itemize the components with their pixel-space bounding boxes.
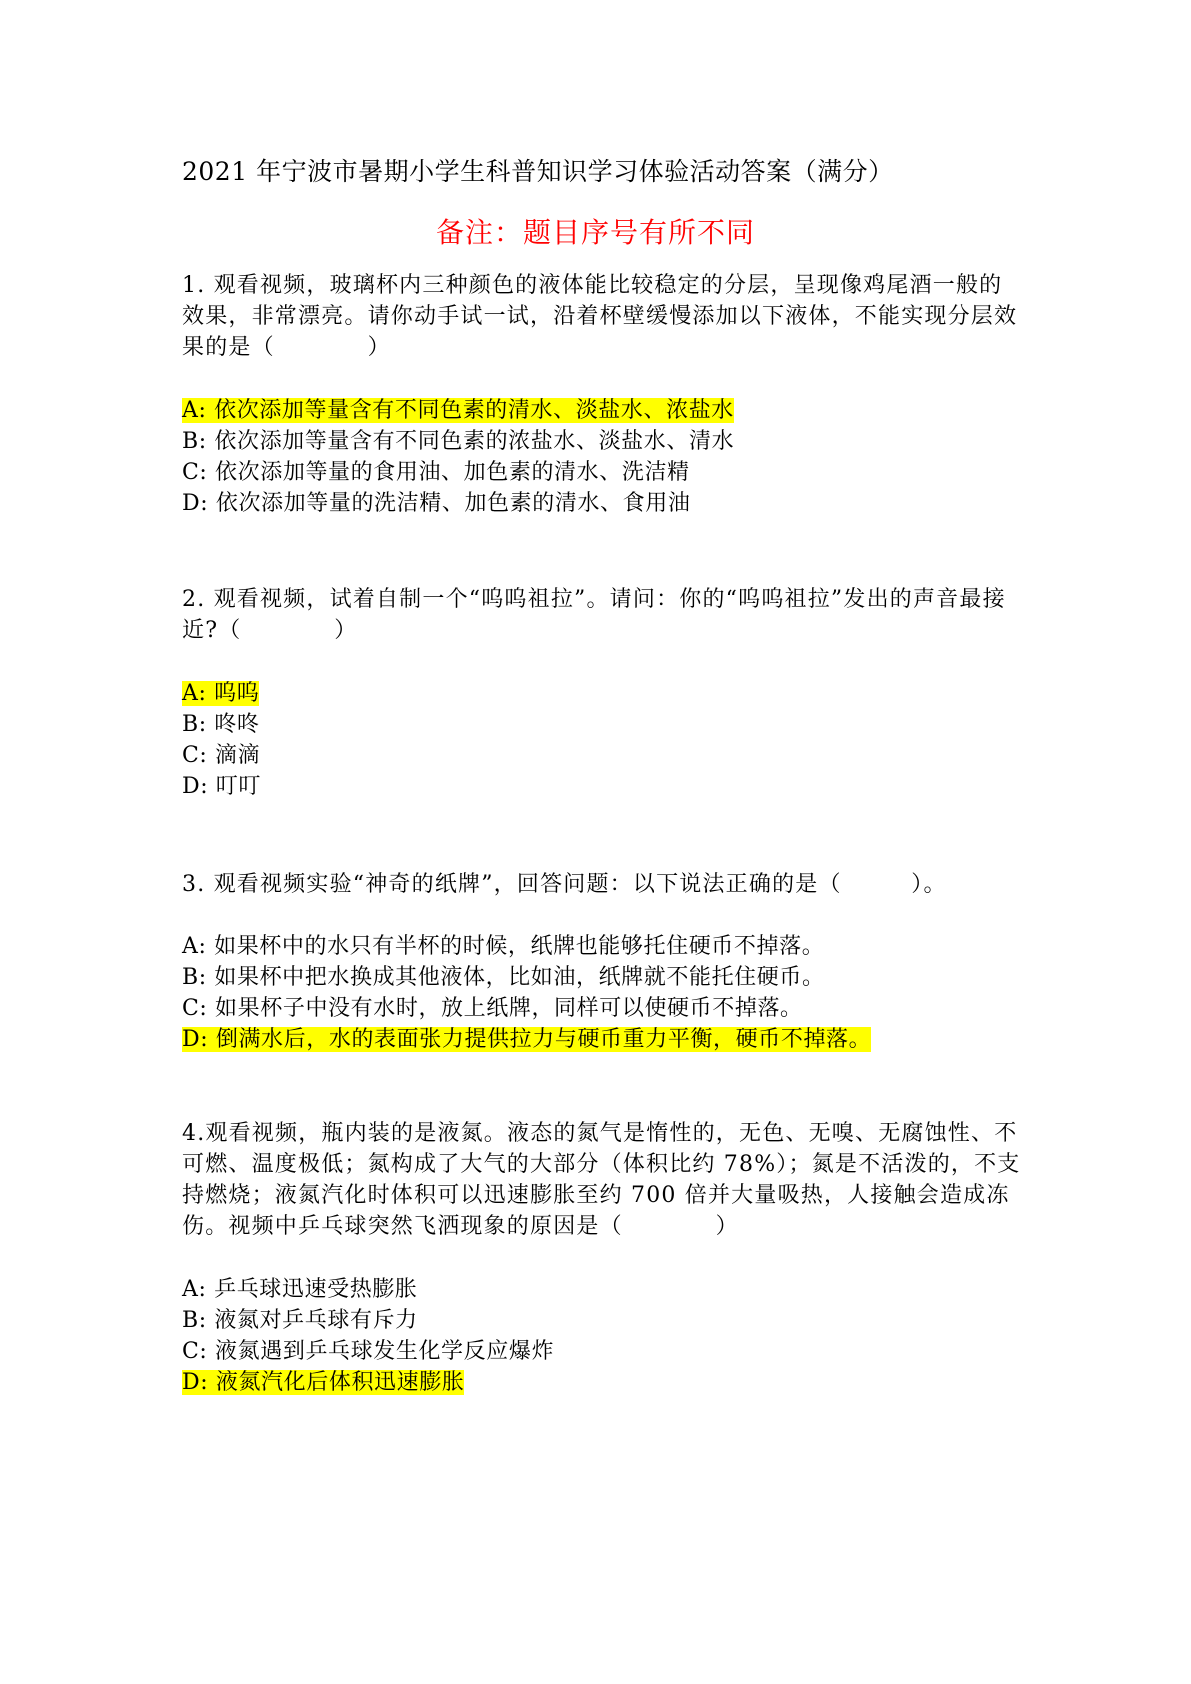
option-text: 乒乓球迅速受热膨胀 xyxy=(214,1277,418,1302)
option-label: D: xyxy=(182,1027,216,1052)
option-text: 呜呜 xyxy=(214,681,260,706)
option-text: 如果杯中的水只有半杯的时候，纸牌也能够托住硬币不掉落。 xyxy=(214,934,825,959)
option-a xyxy=(182,931,1022,962)
option-a xyxy=(182,678,1022,709)
question-1 xyxy=(182,270,1022,519)
option-d xyxy=(182,1024,1022,1055)
option-label: B: xyxy=(182,1308,215,1333)
option-label: C: xyxy=(182,460,216,485)
option-d xyxy=(182,488,1022,519)
option-b xyxy=(182,426,1022,457)
option-label: D: xyxy=(182,491,216,516)
question-4 xyxy=(182,1118,1022,1398)
option-a xyxy=(182,395,1022,426)
option-text: 倒满水后，水的表面张力提供拉力与硬币重力平衡，硬币不掉落。 xyxy=(215,1027,872,1052)
option-label: B: xyxy=(182,429,215,454)
option-c xyxy=(182,993,1022,1024)
option-b xyxy=(182,962,1022,993)
answer-highlight xyxy=(182,1027,871,1052)
option-a xyxy=(182,1274,1022,1305)
option-list xyxy=(182,931,1022,1055)
option-list xyxy=(182,678,1022,802)
question-text: 1. 观看视频，玻璃杯内三种颜色的液体能比较稳定的分层，呈现像鸡尾酒一般的效果，非常漂亮。请你动手试一试，沿着杯壁缓慢添加以下液体，不能实现分层效果的是（ ） xyxy=(182,273,1018,360)
option-text: 液氮汽化后体积迅速膨胀 xyxy=(215,1370,465,1395)
option-text: 叮叮 xyxy=(215,774,262,799)
document-note: 备注：题目序号有所不同 xyxy=(435,216,755,249)
option-b xyxy=(182,1305,1022,1336)
question-text: 3. 观看视频实验“神奇的纸牌”，回答问题：以下说法正确的是（ ）。 xyxy=(182,872,947,897)
option-label: A: xyxy=(182,934,215,959)
option-text: 依次添加等量的食用油、加色素的清水、洗洁精 xyxy=(215,460,690,485)
option-label: C: xyxy=(182,996,216,1021)
option-text: 如果杯子中没有水时，放上纸牌，同样可以使硬币不掉落。 xyxy=(215,996,803,1021)
option-text: 如果杯中把水换成其他液体，比如油，纸牌就不能托住硬币。 xyxy=(214,965,825,990)
option-c xyxy=(182,1336,1022,1367)
option-text: 液氮对乒乓球有斥力 xyxy=(214,1308,418,1333)
option-label: B: xyxy=(182,712,215,737)
question-3 xyxy=(182,869,1022,1055)
option-c xyxy=(182,740,1022,771)
option-d xyxy=(182,771,1022,802)
option-label: A: xyxy=(182,681,215,706)
option-label: A: xyxy=(182,1277,215,1302)
option-c xyxy=(182,457,1022,488)
option-label: B: xyxy=(182,965,215,990)
option-label: C: xyxy=(182,1339,216,1364)
option-list xyxy=(182,1274,1022,1398)
option-text: 咚咚 xyxy=(214,712,260,737)
option-label: A: xyxy=(182,398,215,423)
option-text: 液氮遇到乒乓球发生化学反应爆炸 xyxy=(215,1339,555,1364)
option-text: 滴滴 xyxy=(215,743,261,768)
option-label: C: xyxy=(182,743,216,768)
question-2 xyxy=(182,584,1022,802)
question-text: 2. 观看视频，试着自制一个“呜呜祖拉”。请问：你的“呜呜祖拉”发出的声音最接近?（ ） xyxy=(182,587,1006,643)
option-label: D: xyxy=(182,774,216,799)
option-text: 依次添加等量含有不同色素的清水、淡盐水、浓盐水 xyxy=(214,398,734,423)
answer-highlight xyxy=(182,1370,464,1395)
option-text: 依次添加等量的洗洁精、加色素的清水、食用油 xyxy=(215,491,691,516)
option-d xyxy=(182,1367,1022,1398)
answer-highlight xyxy=(182,398,734,423)
option-label: D: xyxy=(182,1370,216,1395)
question-text: 4.观看视频，瓶内装的是液氮。液态的氮气是惰性的，无色、无嗅、无腐蚀性、不可燃、温度极低；氮构成了大气的大部分（体积比约 78%）；氮是不活泼的，不支持燃烧；液氮汽化时体积可以迅速膨胀至约 700 倍并大量吸热，人接触会造成冻伤。视频中乒乓球突然飞洒现象的原因是（ ） xyxy=(182,1121,1021,1239)
option-list xyxy=(182,395,1022,519)
document-title: 2021 年宁波市暑期小学生科普知识学习体验活动答案（满分） xyxy=(182,157,894,186)
option-text: 依次添加等量含有不同色素的浓盐水、淡盐水、清水 xyxy=(214,429,735,454)
option-b xyxy=(182,709,1022,740)
answer-highlight xyxy=(182,681,259,706)
